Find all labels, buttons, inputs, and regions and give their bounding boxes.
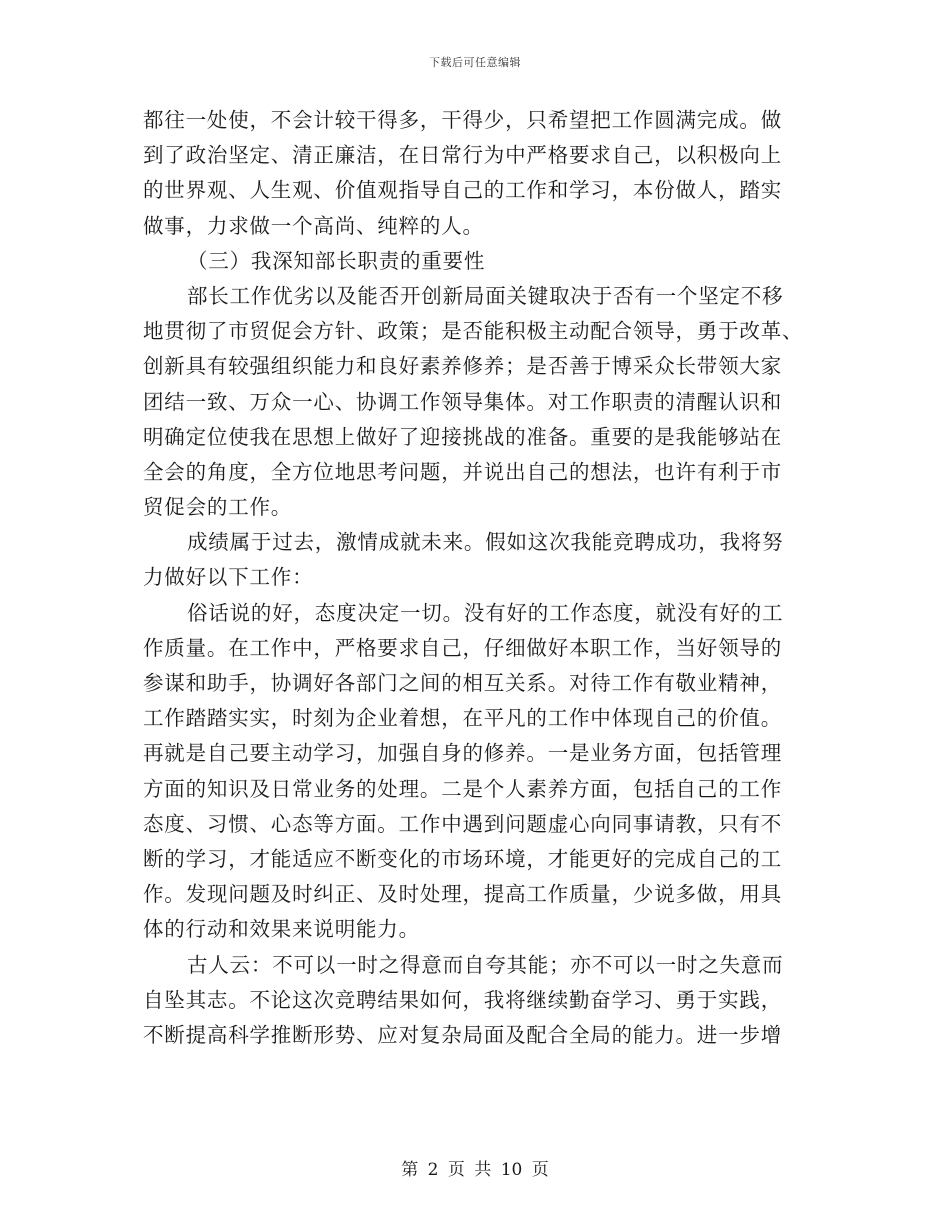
- page-header: 下载后可任意编辑: [429, 56, 521, 69]
- text-line: 力做好以下工作：: [143, 565, 314, 590]
- text-line: 自坠其志。不论这次竞聘结果如何，我将继续勤奋学习、勇于实践，: [143, 987, 782, 1012]
- section-heading: （三）我深知部长职责的重要性: [187, 248, 486, 273]
- text-line: 作质量。在工作中，严格要求自己，仔细做好本职工作，当好领导的: [143, 635, 782, 660]
- text-line: 再就是自己要主动学习，加强自身的修养。一是业务方面，包括管理: [143, 741, 782, 766]
- text-line: 成绩属于过去，激情成就未来。假如这次我能竞聘成功，我将努: [187, 530, 784, 555]
- text-line: 到了政治坚定、清正廉洁，在日常行为中严格要求自己，以积极向上: [143, 143, 782, 168]
- text-line: 全会的角度，全方位地思考问题，并说出自己的想法，也许有利于市: [143, 459, 782, 484]
- text-line: 都往一处使，不会计较干得多，干得少，只希望把工作圆满完成。做: [143, 108, 782, 132]
- text-line: 的世界观、人生观、价值观指导自己的工作和学习，本份做人，踏实: [143, 178, 782, 203]
- text-line: 断的学习，才能适应不断变化的市场环境，才能更好的完成自己的工: [143, 846, 782, 871]
- text-line: 俗话说的好，态度决定一切。没有好的工作态度，就没有好的工: [187, 600, 784, 625]
- text-line: 方面的知识及日常业务的处理。二是个人素养方面，包括自己的工作: [143, 776, 782, 801]
- text-line: 团结一致、万众一心、协调工作领导集体。对工作职责的清醒认识和: [143, 389, 782, 414]
- text-line: 地贯彻了市贸促会方针、政策；是否能积极主动配合领导，勇于改革、: [143, 319, 804, 344]
- text-line: 贸促会的工作。: [143, 495, 293, 520]
- document-body: [143, 103, 803, 1053]
- text-line: 做事，力求做一个高尚、纯粹的人。: [143, 213, 484, 238]
- text-line: 古人云：不可以一时之得意而自夸其能；亦不可以一时之失意而: [187, 952, 784, 977]
- page-footer: 第 2 页 共 10 页: [401, 1160, 549, 1180]
- text-line: 创新具有较强组织能力和良好素养修养；是否善于博采众长带领大家: [143, 354, 782, 379]
- text-line: 工作踏踏实实，时刻为企业着想，在平凡的工作中体现自己的价值。: [143, 706, 782, 731]
- text-line: 体的行动和效果来说明能力。: [143, 917, 420, 942]
- text-line: 作。发现问题及时纠正、及时处理，提高工作质量，少说多做，用具: [143, 882, 782, 907]
- text-line: 参谋和助手，协调好各部门之间的相互关系。对待工作有敬业精神，: [143, 671, 782, 695]
- text-line: 不断提高科学推断形势、应对复杂局面及配合全局的能力。进一步增: [143, 1022, 782, 1047]
- text-line: 部长工作优劣以及能否开创新局面关键取决于否有一个坚定不移: [187, 283, 784, 308]
- text-line: 明确定位使我在思想上做好了迎接挑战的准备。重要的是我能够站在: [143, 424, 782, 449]
- text-line: 态度、习惯、心态等方面。工作中遇到问题虚心向同事请教，只有不: [143, 811, 782, 836]
